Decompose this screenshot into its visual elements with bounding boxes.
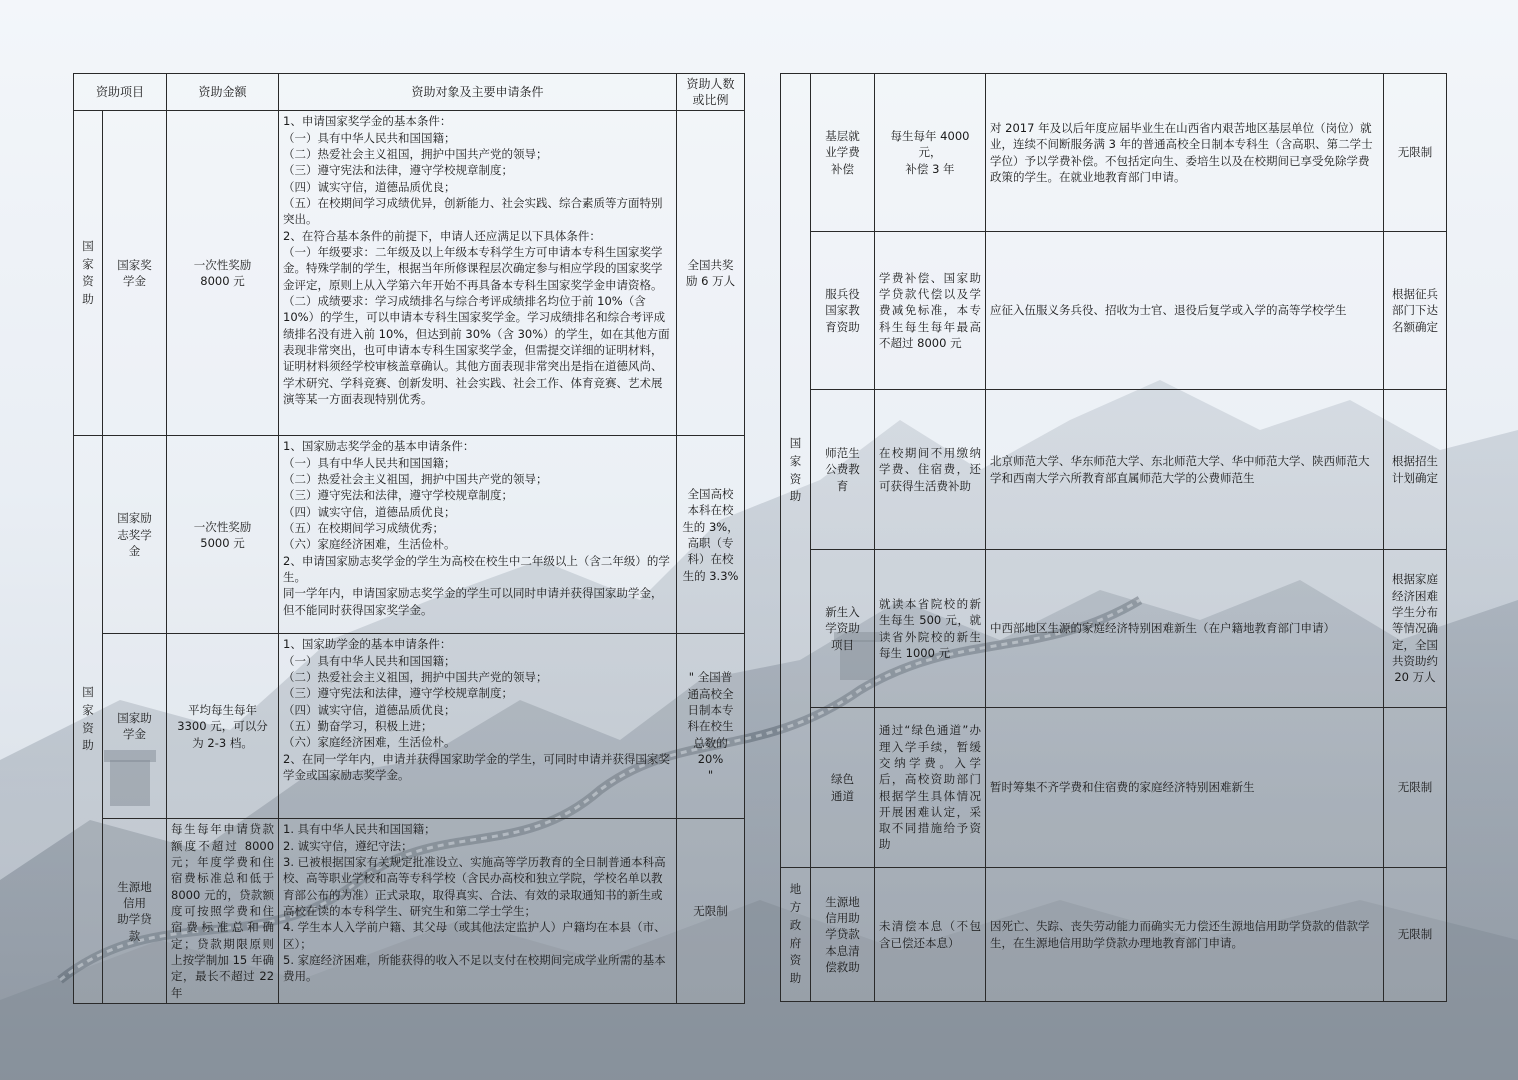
item-name-line: 新生入 (825, 605, 860, 619)
condition-line: （二）热爱社会主义祖国，拥护中国共产党的领导； (283, 147, 548, 162)
ratio-line: 日制本专 (687, 702, 734, 717)
amount-line: 一次性奖励 (193, 258, 252, 273)
condition-line: （二）热爱社会主义祖国，拥护中国共产党的领导； (283, 670, 548, 685)
conditions-cell (279, 819, 677, 1004)
amount-cell: 在校期间不用缴纳学费、住宿费，还可获得生活费补助 (875, 390, 986, 550)
header-ratio-line: 或比例 (692, 93, 729, 108)
condition-line: （二）成绩要求：学习成绩排名与综合考评成绩排名均位于前 10%（含 10%）的学生，可以申请本专科生国家奖学金。学习成绩排名和综合考评成绩排名没有进入前 10%，但达到前 30%（含 30%）的学生，如在其他方面表现非常突出，也可申请本专科生国家奖学金，但需提交详细的证明材料，证明材料须经学校审核盖章确认。其他方面表现非常突出是指在道德风尚、学术研究、学科竞赛、创新发明、社会实践、社会工作、体育竞赛、艺术展演等某一方面表现特别优秀。 (283, 293, 670, 406)
item-name-line: 学金 (123, 274, 146, 289)
amount-line: 8000 元 (200, 274, 245, 289)
ratio-line: 20 万人 (1394, 670, 1436, 685)
condition-line: 2、在符合基本条件的前提下，申请人还应满足以下具体条件： (283, 228, 601, 243)
item-name-line: 生源地 (117, 879, 152, 894)
item-name-line: 助学贷 (117, 912, 152, 927)
item-name-line: 学金 (123, 727, 146, 742)
ratio-cell: 无限制 (1384, 74, 1447, 232)
item-name-line: 信用 (123, 895, 146, 910)
conditions-cell (279, 111, 677, 436)
item-name-line: 业学费 (825, 145, 860, 160)
condition-line: （三）遵守宪法和法律，遵守学校规章制度； (283, 488, 514, 503)
condition-line: （二）热爱社会主义祖国，拥护中国共产党的领导； (283, 472, 548, 487)
ratio-cell: 无限制 (1384, 708, 1447, 868)
condition-line: 同一学年内，申请国家励志奖学金的学生可以同时申请并获得国家助学金，但不能同时获得国家奖学金。 (283, 586, 663, 617)
conditions-cell: 因死亡、失踪、丧失劳动能力而确实无力偿还生源地信用助学贷款的借款学生，在生源地信用助学贷款办理地教育部门申请。 (986, 868, 1384, 1002)
item-name-cell (103, 634, 167, 819)
item-name-line: 国家奖 (117, 258, 152, 273)
item-name-line: 育 (836, 478, 849, 493)
condition-line: （四）诚实守信，道德品质优良； (283, 702, 456, 717)
table-row (74, 436, 745, 634)
item-name-line: 金 (128, 544, 141, 559)
header-ratio-line: 资助人数 (686, 77, 735, 91)
header-amount: 资助金额 (167, 74, 279, 111)
item-name-line: 公费教 (825, 462, 860, 477)
condition-line: （四）诚实守信，道德品质优良； (283, 179, 456, 194)
item-name-line: 本息清 (825, 943, 860, 958)
conditions-cell: 中西部地区生源的家庭经济特别困难新生（在户籍地教育部门申请） (986, 550, 1384, 708)
ratio-line: 科在校生 (687, 719, 734, 734)
item-name-line: 育资助 (825, 319, 860, 334)
ratio-cell (677, 436, 745, 634)
condition-line: 3. 已被根据国家有关规定批准设立、实施高等学历教育的全日制普通本科高校、高等职业学校和高等专科学校（含民办高校和独立学院，学校名单以教育部公布的为准）正式录取，取得真实、合法、有效的录取通知书的新生或高校在读的本专科学生、研究生和第二学士学生； (283, 855, 666, 919)
condition-line: 2、申请国家励志奖学金的学生为高校在校生中二年级以上（含二年级）的学生。 (283, 553, 670, 584)
ratio-line: 全国共奖 (687, 258, 734, 273)
item-name-line: 生源地 (825, 894, 860, 909)
item-name-line: 绿色 (831, 772, 854, 787)
amount-line: 平均每生每年 (188, 702, 258, 717)
item-name-cell (811, 550, 875, 708)
ratio-cell (1384, 550, 1447, 708)
ratio-line: 共资助约 (1392, 653, 1438, 668)
conditions-cell: 对 2017 年及以后年度应届毕业生在山西省内艰苦地区基层单位（岗位）就业，连续不间断服务满 3 年的普通高校全日制本专科生（含高职、第二学士学位）予以学费补偿。不包括定向生、委培生以及在校期间已享受免除学费政策的学生。在就业地教育部门申请。 (986, 74, 1384, 232)
table-row (74, 111, 745, 436)
ratio-line: 励 6 万人 (685, 274, 736, 289)
item-name-cell (103, 819, 167, 1004)
item-name-line: 志奖学 (117, 527, 152, 542)
table-row (74, 634, 745, 819)
condition-line: （六）家庭经济困难，生活俭朴。 (283, 537, 456, 552)
condition-line: （四）诚实守信，道德品质优良； (283, 504, 456, 519)
ratio-line: 部门下达 (1392, 303, 1438, 318)
amount-cell: 未清偿本息（不包含已偿还本息） (875, 868, 986, 1002)
amount-cell: 学费补偿、国家助学贷款代偿以及学费减免标准，本专科生每生每年最高不超过 8000 元 (875, 232, 986, 390)
amount-cell: 就读本省院校的新生每生 500 元，就读省外院校的新生每生 1000 元 (875, 550, 986, 708)
ratio-line: 根据征兵 (1392, 287, 1438, 301)
ratio-line: 等情况确 (1392, 621, 1438, 636)
group-label: 地方政府资助 (789, 882, 802, 986)
ratio-cell (677, 634, 745, 819)
group-label: 国家资助 (789, 435, 802, 504)
ratio-line: 经济困难 (1392, 588, 1438, 603)
group-cell-national-aid-2 (74, 436, 103, 1004)
conditions-cell: 北京师范大学、华东师范大学、东北师范大学、华中师范大学、陕西师范大学和西南大学六所教育部直属师范大学的公费师范生 (986, 390, 1384, 550)
ratio-cell (1384, 390, 1447, 550)
item-name-cell (811, 868, 875, 1002)
amount-cell (167, 111, 279, 436)
item-name-cell (811, 708, 875, 868)
condition-line: （五）在校期间学习成绩优异，创新能力、社会实践、综合素质等方面特别突出。 (283, 196, 663, 227)
ratio-line: 科）在校 (687, 552, 734, 567)
conditions-cell: 应征入伍服义务兵役、招收为士官、退役后复学或入学的高等学校学生 (986, 232, 1384, 390)
condition-line: 4. 学生本人入学前户籍、其父母（或其他法定监护人）户籍均在本县（市、区）； (283, 920, 666, 951)
ratio-line: 生的 3.3% (682, 568, 739, 583)
left-header-row (74, 74, 745, 111)
table-row (781, 868, 1447, 1002)
right-aid-table (780, 73, 1447, 1002)
left-aid-table (73, 73, 745, 1004)
item-name-line: 项目 (831, 637, 854, 652)
item-name-line: 学资助 (825, 621, 860, 636)
item-name-line: 服兵役 (825, 287, 860, 301)
ratio-line: 全国高校 (687, 486, 734, 501)
table-row (781, 708, 1447, 868)
item-name-line: 信用助 (825, 911, 860, 925)
ratio-cell (1384, 232, 1447, 390)
amount-cell: 通过“绿色通道”办理入学手续，暂缓交纳学费。入学后，高校资助部门根据学生具体情况开展困难认定，采取不同措施给予资助 (875, 708, 986, 868)
group-label: 国家资助 (82, 238, 94, 307)
ratio-cell (677, 111, 745, 436)
ratio-line: 定，全国 (1392, 637, 1438, 652)
amount-line: 5000 元 (200, 535, 245, 550)
condition-line: （三）遵守宪法和法律，遵守学校规章制度； (283, 163, 514, 178)
amount-line: 每生每年 4000 元， (890, 129, 970, 160)
item-name-cell (811, 390, 875, 550)
condition-line: 1、申请国家奖学金的基本条件： (283, 114, 452, 129)
item-name-line: 补偿 (831, 161, 854, 176)
condition-line: 2、在同一学年内，申请并获得国家助学金的学生，可同时申请并获得国家奖学金或国家励志奖学金。 (283, 751, 670, 782)
condition-line: 2. 诚实守信，遵纪守法； (283, 838, 413, 853)
item-name-line: 学贷款 (825, 927, 860, 942)
ratio-line: 生的 3%， (682, 519, 739, 534)
item-name-line: 师范生 (825, 446, 860, 460)
ratio-line: 总数的 (693, 735, 728, 750)
item-name-line: 国家教 (825, 303, 860, 318)
ratio-line: 20% (697, 751, 724, 766)
item-name-line: 通道 (831, 788, 854, 803)
group-cell-local-gov-aid (781, 868, 811, 1002)
ratio-line: 计划确定 (1392, 470, 1438, 485)
header-conditions: 资助对象及主要申请条件 (279, 74, 677, 111)
group-cell-national-aid-1 (74, 111, 103, 436)
condition-line: 1. 具有中华人民共和国国籍； (283, 822, 436, 837)
ratio-line: 根据招生 (1392, 454, 1438, 469)
item-name-cell (103, 111, 167, 436)
ratio-line: 通高校全 (687, 686, 734, 701)
condition-line: （五）在校期间学习成绩优秀； (283, 521, 445, 536)
table-row (781, 74, 1447, 232)
table-row (781, 550, 1447, 708)
condition-line: （六）家庭经济困难，生活俭朴。 (283, 735, 456, 750)
item-name-cell (103, 436, 167, 634)
item-name-line: 国家助 (117, 711, 152, 726)
condition-line: （一）具有中华人民共和国国籍； (283, 455, 456, 470)
ratio-line: 根据家庭 (1392, 572, 1438, 587)
ratio-line: " (707, 768, 714, 783)
item-name-line: 偿救助 (825, 959, 860, 974)
ratio-cell: 无限制 (677, 819, 745, 1004)
amount-line: 为 2-3 档。 (192, 735, 253, 750)
condition-line: （一）具有中华人民共和国国籍； (283, 130, 456, 145)
item-name-line: 国家励 (117, 511, 152, 526)
conditions-cell: 暂时筹集不齐学费和住宿费的家庭经济特别困难新生 (986, 708, 1384, 868)
condition-line: （一）具有中华人民共和国国籍； (283, 653, 456, 668)
amount-line: 3300 元，可以分 (177, 719, 268, 734)
ratio-line: " 全国普 (688, 670, 733, 685)
table-row (781, 232, 1447, 390)
ratio-line: 名额确定 (1392, 319, 1438, 334)
table-row (781, 390, 1447, 550)
header-project: 资助项目 (74, 74, 167, 111)
group-label: 国家资助 (82, 685, 94, 753)
item-name-line: 基层就 (825, 129, 860, 143)
header-ratio (677, 74, 745, 111)
amount-line: 补偿 3 年 (905, 161, 955, 176)
item-name-cell (811, 232, 875, 390)
condition-line: （三）遵守宪法和法律，遵守学校规章制度； (283, 686, 514, 701)
amount-cell (167, 436, 279, 634)
item-name-cell (811, 74, 875, 232)
condition-line: 1、国家助学金的基本申请条件： (283, 637, 452, 652)
ratio-line: 本科在校 (687, 503, 734, 518)
amount-cell (875, 74, 986, 232)
ratio-line: 学生分布 (1392, 605, 1438, 619)
amount-cell: 每生每年申请贷款额度不超过 8000 元；年度学费和住宿费标准总和低于 8000 元的，贷款额度可按照学费和住宿费标准总和确定；贷款期限原则上按学制加 15 年确定，最长不超过 22 年 (167, 819, 279, 1004)
conditions-cell (279, 436, 677, 634)
amount-line: 一次性奖励 (193, 519, 252, 534)
amount-cell (167, 634, 279, 819)
ratio-cell: 无限制 (1384, 868, 1447, 1002)
ratio-line: 高职（专 (687, 535, 734, 550)
group-cell-national-aid (781, 74, 811, 868)
condition-line: 1、国家励志奖学金的基本申请条件： (283, 439, 475, 454)
condition-line: （五）勤奋学习，积极上进； (283, 719, 433, 734)
condition-line: （一）年级要求：二年级及以上年级本专科学生方可申请本专科生国家奖学金。特殊学制的学生，根据当年所修课程层次确定参与相应学段的国家奖学金评定，原则上从入学第六年开始不再具备本专科生国家奖学金申请资格。 (283, 245, 663, 292)
conditions-cell (279, 634, 677, 819)
item-name-line: 款 (128, 928, 141, 943)
condition-line: 5. 家庭经济困难，所能获得的收入不足以支付在校期间完成学业所需的基本费用。 (283, 953, 666, 984)
table-row (74, 819, 745, 1004)
